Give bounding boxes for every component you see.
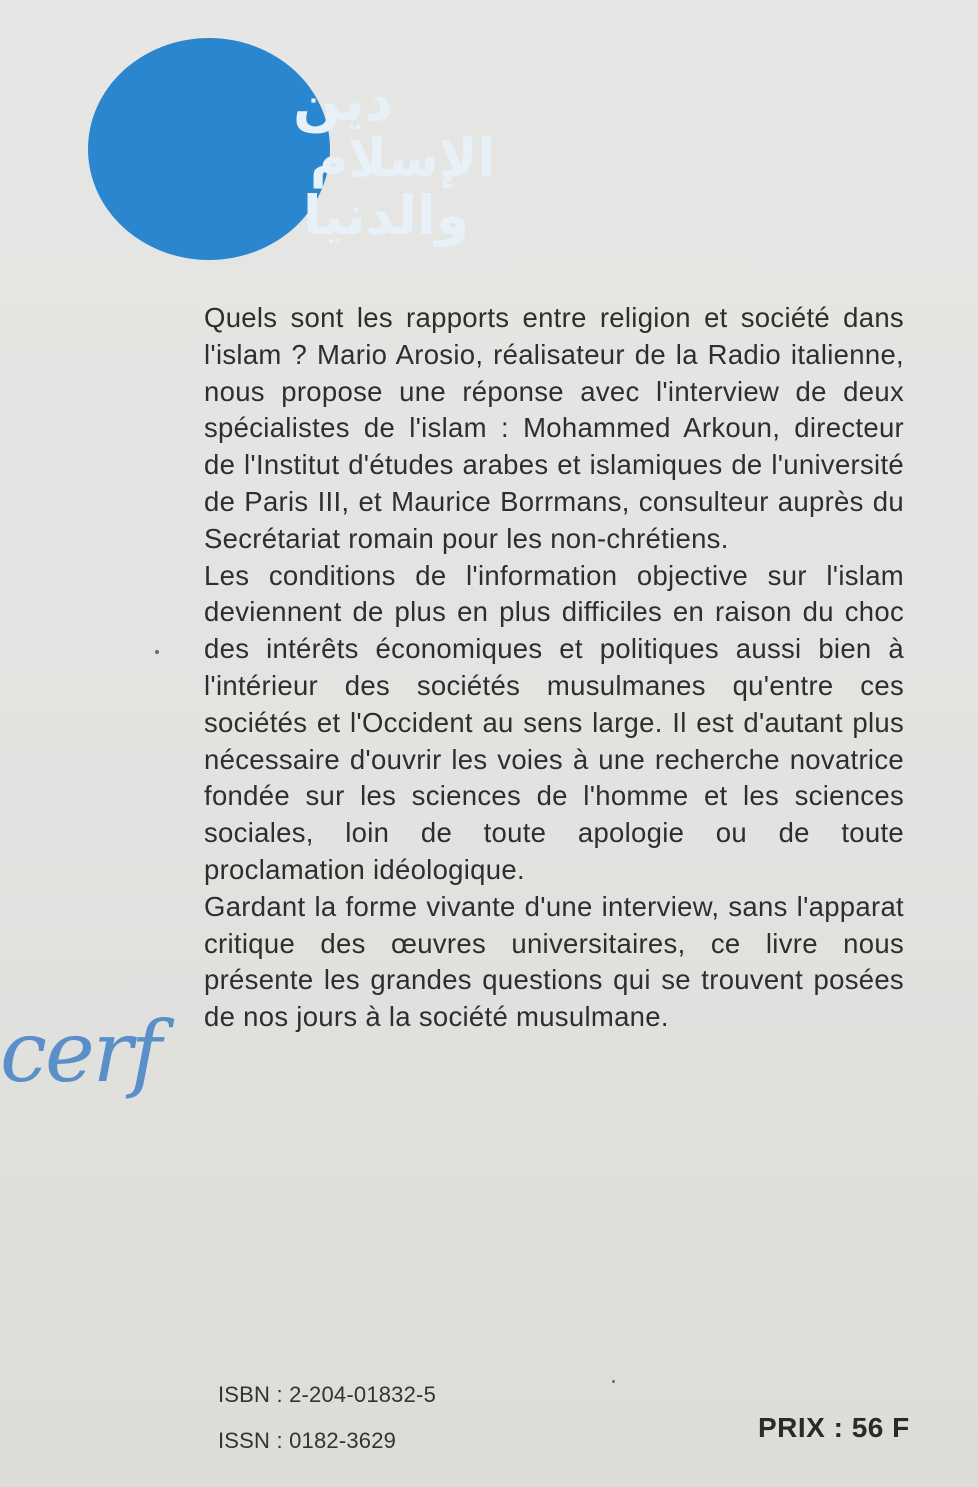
emblem-line-2: الإسلام (310, 129, 496, 189)
blurb-paragraph-3: Gardant la forme vivante d'une interview, sans l'apparat critique des œuvres universitaires, ce livre nous présente les grandes questions qui se trouvent posées de nos jours à la société musulmane. (204, 890, 904, 1033)
emblem-line-1: دين (293, 69, 394, 134)
price-label: PRIX : 56 F (758, 1412, 910, 1443)
blurb-paragraph-2: Les conditions de l'information objective sur l'islam deviennent de plus en plus difficiles en raison du choc des intérêts économiques et politiques aussi bien à l'intérieur des sociétés musulmanes qu'entre ces sociétés et l'Occident au sens large. Il est d'autant plus nécessaire d'ouvrir les voies à une recherche novatrice fondée sur les sciences de l'homme et les sciences sociales, loin de toute apologie ou de toute proclamation idéologique. (204, 559, 904, 885)
paper-speck (155, 650, 159, 654)
emblem-calligraphy (88, 38, 496, 260)
issn-number: ISSN : 0182-3629 (218, 1428, 397, 1453)
publisher-logo: cerf (0, 1003, 160, 1101)
blurb-paragraph-1: Quels sont les rapports entre religion et société dans l'islam ? Mario Arosio, réalisateur de la Radio italienne, nous propose une réponse avec l'interview de deux spécialistes de l'islam : Mohammed Arkoun, directeur de l'Institut d'études arabes et islamiques de l'université de Paris III, et Maurice Borrmans, consulteur auprès du Secrétariat romain pour les non-chrétiens. (204, 302, 904, 554)
paper-speck (612, 1380, 615, 1383)
arabic-title-emblem (88, 38, 496, 260)
isbn-number: ISBN : 2-204-01832-5 (218, 1382, 437, 1407)
emblem-line-3: والدنيا (303, 184, 470, 247)
back-cover-blurb (204, 300, 904, 1036)
